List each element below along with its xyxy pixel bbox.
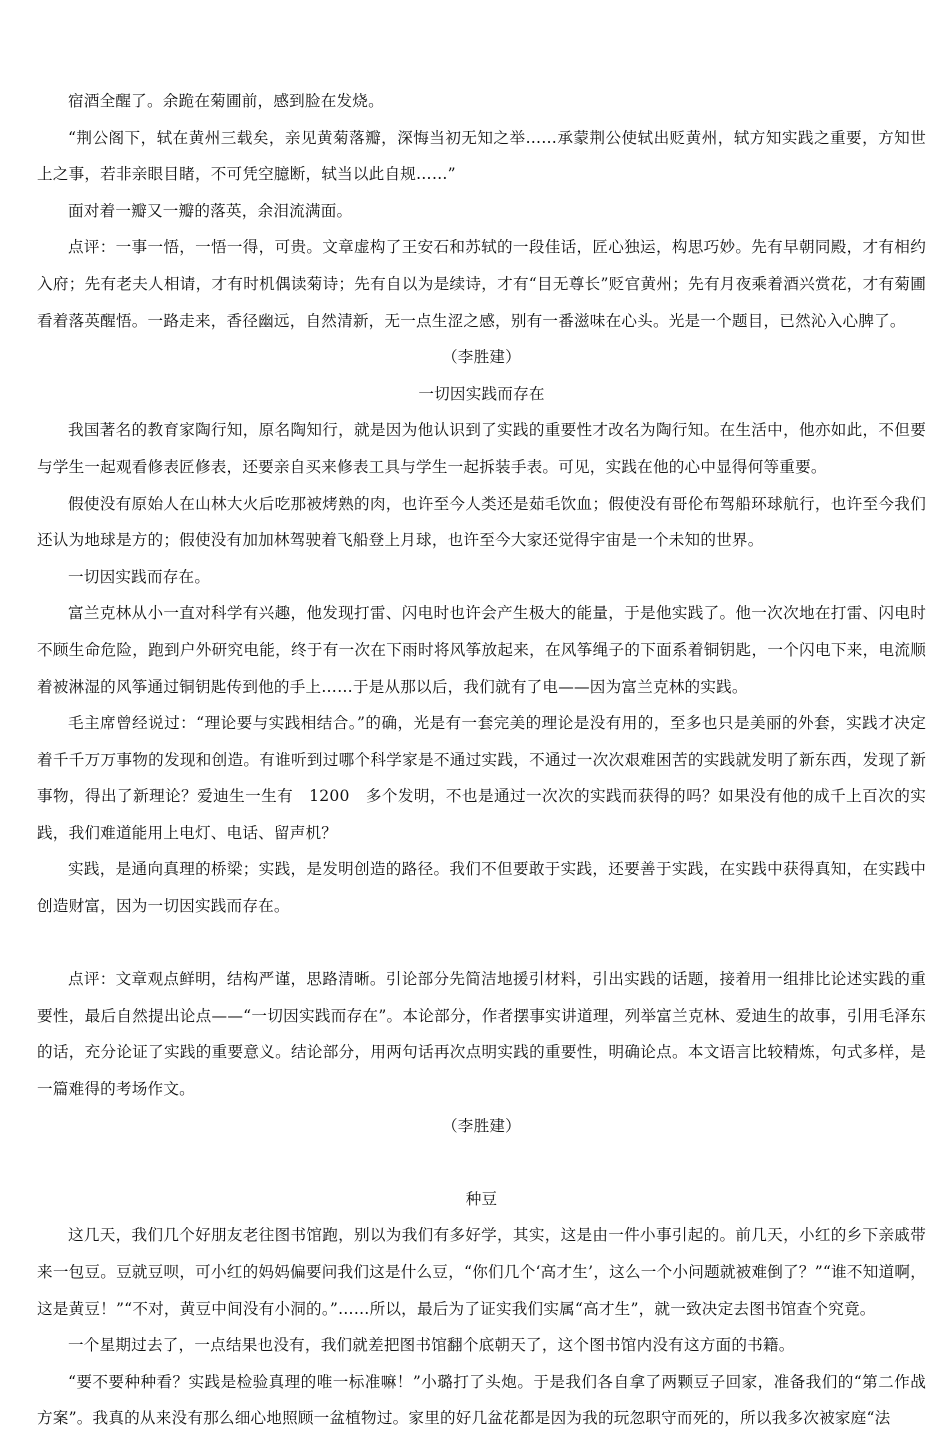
- essay-title: 种豆: [465, 1189, 498, 1208]
- blank-line: [37, 1144, 926, 1181]
- paragraph: 实践，是通向真理的桥梁；实践，是发明创造的路径。我们不但要敢于实践，还要善于实践，在实践中获得真知，在实践中创造财富，因为一切因实践而存在。: [37, 860, 926, 916]
- paragraph: 宿酒全醒了。余跪在菊圃前，感到脸在发烧。: [68, 92, 384, 110]
- blank-line: [37, 925, 926, 962]
- paragraph: 这几天，我们几个好朋友老往图书馆跑，别以为我们有多好学，其实，这是由一件小事引起的。前几天，小红的乡下亲戚带来一包豆。豆就豆呗，可小红的妈妈偏要问我们这是什么豆，“你们几个‘高才生’，这么一个小问题就被难倒了？”“谁不知道啊，这是黄豆！”“不对，黄豆中间没有小洞的。”……所以，最后为了证实我们实属“高才生”，就一致决定去图书馆查个究竟。: [37, 1226, 926, 1318]
- paragraph: 我国著名的教育家陶行知，原名陶知行，就是因为他认识到了实践的重要性才改名为陶行知。在生活中，他亦如此，不但要与学生一起观看修表匠修表，还要亲自买来修表工具与学生一起拆装手表。可见，实践在他的心中显得何等重要。: [37, 421, 926, 476]
- commentary-paragraph: 点评：一事一悟，一悟一得，可贵。文章虚构了王安石和苏轼的一段佳话，匠心独运，构思巧妙。先有早朝同殿，才有相约入府；先有老夫人相请，才有时机偶读菊诗；先有自以为是续诗，才有“目无尊长”贬官黄州；先有月夜乘着酒兴赏花，才有菊圃看着落英醒悟。一路走来，香径幽远，自然清新，无一点生涩之感，别有一番滋味在心头。光是一个题目，已然沁入心脾了。: [37, 238, 926, 330]
- paragraph: “要不要种种看？实践是检验真理的唯一标准嘛！”小璐打了头炮。于是我们各自拿了两颗豆子回家，准备我们的“第二作战方案”。我真的从来没有那么细心地照顾一盆植物过。家里的好几盆花都是因为我的玩忽职守而死的，所以我多次被家庭“法: [37, 1372, 926, 1428]
- paragraph: “荆公阁下，轼在黄州三载矣，亲见黄菊落瓣，深悔当初无知之举……承蒙荆公使轼出贬黄州，轼方知实践之重要，方知世上之事，若非亲眼目睹，不可凭空臆断，轼当以此自规……”: [37, 128, 926, 184]
- paragraph: 假使没有原始人在山林大火后吃那被烤熟的肉，也许至今人类还是茹毛饮血；假使没有哥伦布驾船环球航行，也许至今我们还认为地球是方的；假使没有加加林驾驶着飞船登上月球，也许至今大家还觉得宇宙是一个未知的世界。: [37, 494, 926, 550]
- paragraph: 一个星期过去了，一点结果也没有，我们就差把图书馆翻个底朝天了，这个图书馆内没有这方面的书籍。: [68, 1336, 795, 1355]
- author-credit: （李胜建）: [442, 348, 521, 367]
- paragraph: 富兰克林从小一直对科学有兴趣，他发现打雷、闪电时也许会产生极大的能量，于是他实践了。他一次次地在打雷、闪电时不顾生命危险，跑到户外研究电能，终于有一次在下雨时将风筝放起来，在风筝绳子的下面系着铜钥匙，一个闪电下来，电流顺着被淋湿的风筝通过铜钥匙传到他的手上……于是从那以后，我们就有了电——因为富兰克林的实践。: [37, 604, 926, 696]
- author-credit: （李胜建）: [442, 1116, 521, 1135]
- essay-title: 一切因实践而存在: [418, 384, 545, 403]
- commentary-paragraph: 点评：文章观点鲜明，结构严谨，思路清晰。引论部分先简洁地援引材料，引出实践的话题，接着用一组排比论述实践的重要性，最后自然提出论点——“一切因实践而存在”。本论部分，作者摆事实讲道理，列举富兰克林、爱迪生的故事，引用毛泽东的话，充分论证了实践的重要意义。结论部分，用两句话再次点明实践的重要性，明确论点。本文语言比较精炼，句式多样，是一篇难得的考场作文。: [37, 970, 926, 1099]
- paragraph: 面对着一瓣又一瓣的落英，余泪流满面。: [68, 201, 353, 220]
- paragraph: 毛主席曾经说过：“理论要与实践相结合。”的确，光是有一套完美的理论是没有用的，至多也只是美丽的外套，实践才决定着千千万万事物的发现和创造。有谁听到过哪个科学家是不通过实践，不通过一次次艰难困苦的实践就发明了新东西，发现了新事物，得出了新理论？爱迪生一生有 1200 多个发明，不也是通过一次次的实践而获得的吗？如果没有他的成千上百次的实践，我们难道能用上电灯、电话、留声机？: [37, 714, 926, 842]
- paragraph: 一切因实践而存在。: [68, 567, 211, 586]
